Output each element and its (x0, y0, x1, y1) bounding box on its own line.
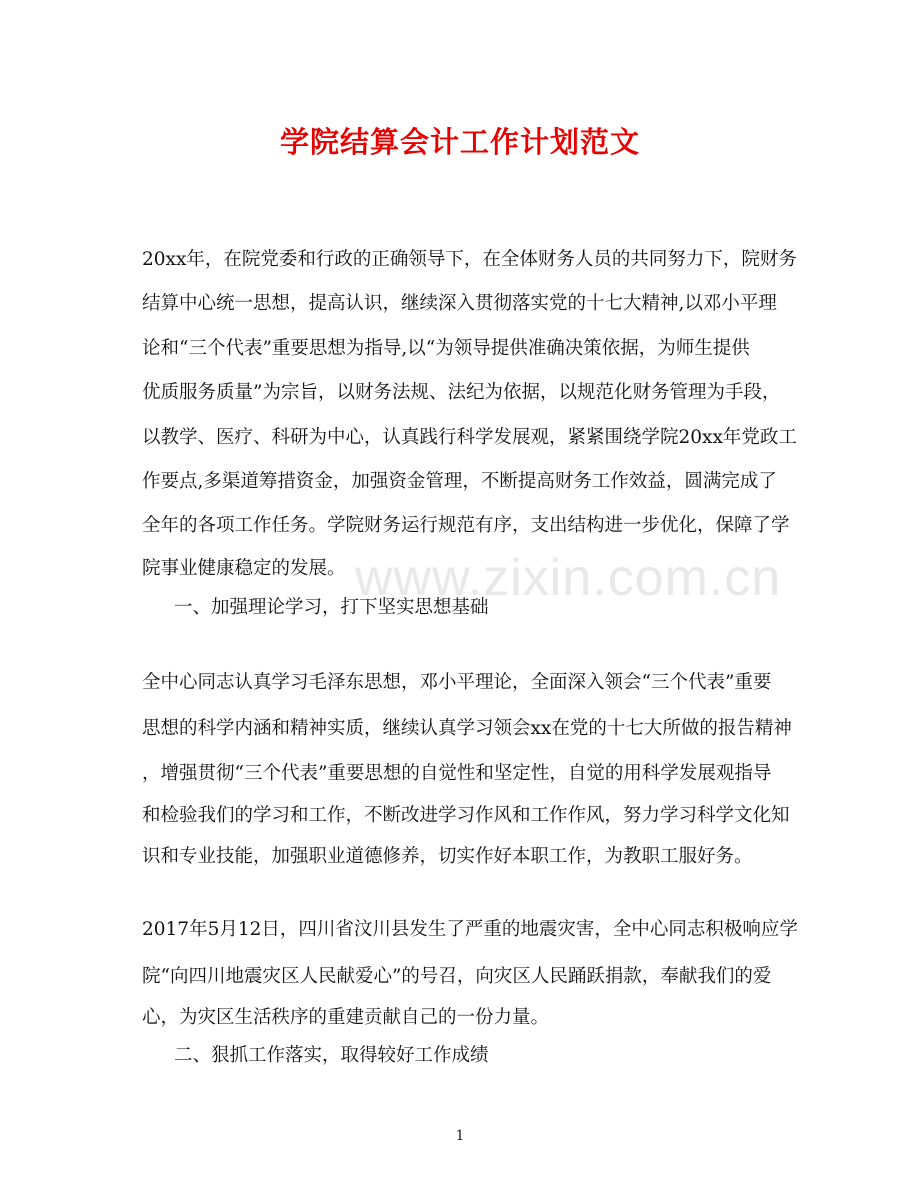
paragraph-line: 论和“三个代表”重要思想为指导,以“为领导提供准确决策依据，为师生提供 (142, 338, 750, 359)
paragraph-line: 2017年5月12日，四川省汶川县发生了严重的地震灾害，全中心同志积极响应学 (142, 919, 798, 940)
paragraph-line: 和检验我们的学习和工作，不断改进学习作风和工作作风，努力学习科学文化知 (142, 805, 790, 826)
paragraph-line: 院事业健康稳定的发展。 (142, 558, 346, 579)
paragraph-line: 结算中心统一思想，提高认识，继续深入贯彻落实党的十七大精神,以邓小平理 (142, 293, 777, 314)
paragraph-line: 全中心同志认真学习毛泽东思想，邓小平理论，全面深入领会“三个代表”重要 (142, 672, 772, 693)
paragraph-line: 思想的科学内涵和精神实质，继续认真学习领会xx在党的十七大所做的报告精神 (142, 718, 792, 739)
paragraph-line: 心，为灾区生活秩序的重建贡献自己的一份力量。 (142, 1007, 550, 1028)
page-number: 1 (455, 1128, 465, 1144)
paragraph-line: ，增强贯彻“三个代表”重要思想的自觉性和坚定性，自觉的用科学发展观指导 (142, 763, 772, 784)
paragraph-line: 全年的各项工作任务。学院财务运行规范有序，支出结构进一步优化，保障了学 (142, 515, 790, 536)
watermark: www.zixin.com.cn (355, 549, 782, 607)
paragraph-line: 识和专业技能，加强职业道德修养，切实作好本职工作，为教职工服好务。 (142, 846, 753, 867)
document-title: 学院结算会计工作计划范文 (279, 125, 640, 159)
section-heading: 二、狠抓工作落实，取得较好工作成绩 (174, 1045, 489, 1066)
paragraph-line: 以教学、医疗、科研为中心，认真践行科学发展观，紧紧围绕学院20xx年党政工 (142, 427, 797, 448)
paragraph-line: 优质服务质量”为宗旨，以财务法规、法纪为依据，以规范化财务管理为手段， (142, 382, 781, 403)
paragraph-line: 院“向四川地震灾区人民献爱心”的号召，向灾区人民踊跃捐款，奉献我们的爱 (142, 966, 772, 987)
paragraph-line: 作要点,多渠道筹措资金，加强资金管理，不断提高财务工作效益，圆满完成了 (142, 471, 777, 492)
paragraph-line: 20xx年，在院党委和行政的正确领导下，在全体财务人员的共同努力下，院财务 (142, 249, 797, 270)
section-heading: 一、加强理论学习，打下坚实思想基础 (174, 597, 489, 618)
